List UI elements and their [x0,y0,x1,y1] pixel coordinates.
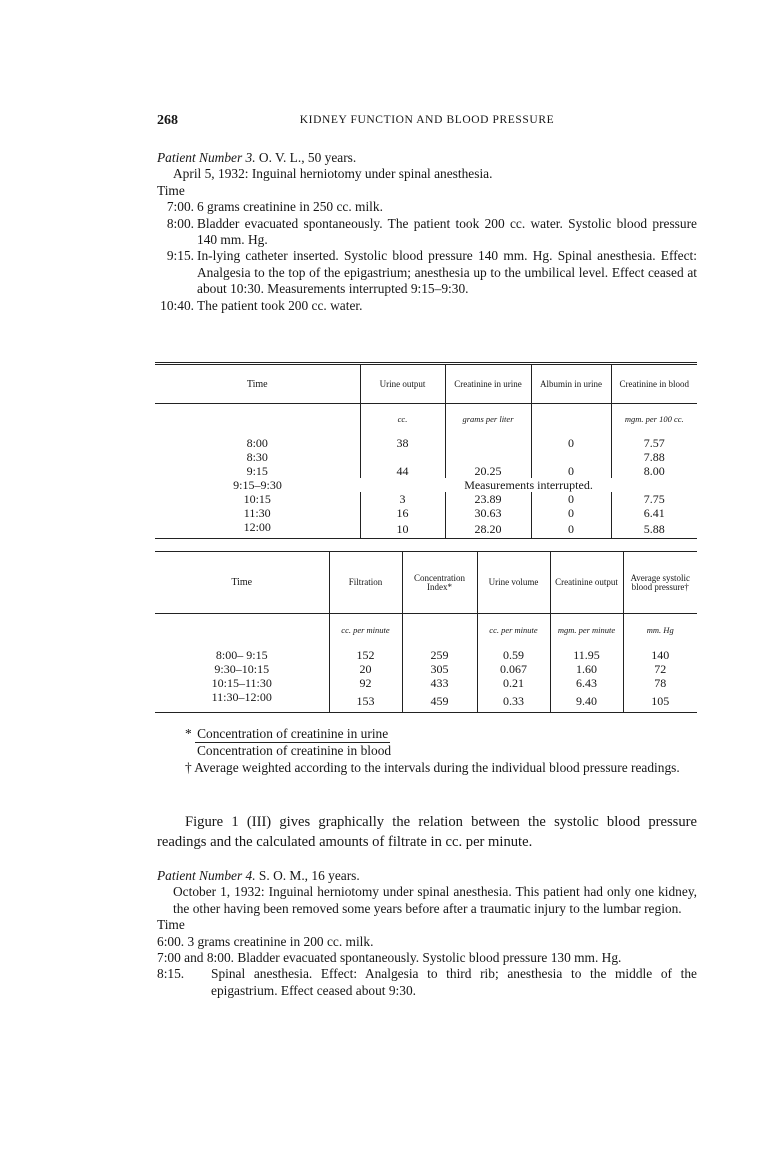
table-row: 8:00– 9:15 152 259 0.59 11.95 140 [155,648,697,662]
table-footnotes [157,726,697,776]
table-header: Creatinine in urine [445,364,531,404]
unit-label: mm. Hg [623,614,697,648]
patient-4-entry: 8:15. Spinal anesthesia. Effect: Analgesia to third rib; anesthesia to the middle of the epigastrium. Effect ceased about 9:30. [157,966,697,998]
table-header: Urine output [360,364,445,404]
table-header: Creatinine output [550,552,623,614]
table-header: Filtration [329,552,402,614]
patient-3-entry: 7:00. 6 grams creatinine in 250 cc. milk. [166,199,383,215]
table-filtration [155,551,697,713]
patient-3-entry: 10:40. The patient took 200 cc. water. [160,297,363,313]
table-row: 9:30–10:15 20 305 0.067 1.60 72 [155,662,697,676]
table-header: Average systolic blood pressure† [623,552,697,614]
table-header: Creatinine in blood [611,364,697,404]
patient-3-section [157,150,697,314]
patient-4-entry: 7:00 and 8:00. Bladder evacuated spontaneously. Systolic blood pressure 130 mm. Hg. [157,950,622,966]
unit-label: cc. [360,404,445,436]
patient-4-section [157,868,697,999]
dagger-footnote: † Average weighted according to the intervals during the individual blood pressure readings. [185,759,680,775]
unit-label: cc. per minute [329,614,402,648]
page-number: 268 [157,113,178,128]
table-row: 8:00 38 0 7.57 [155,436,697,450]
table-row: 10:15 3 23.89 0 7.75 [155,492,697,506]
table-row: 9:15–9:30 Measurements interrupted. [155,478,697,492]
unit-label: mgm. per minute [550,614,623,648]
patient-4-time-label: Time [157,917,185,933]
table-row: 11:30 16 30.63 0 6.41 [155,506,697,520]
patient-3-date: April 5, 1932: Inguinal herniotomy under spinal anesthesia. [173,166,493,182]
running-title: KIDNEY FUNCTION AND BLOOD PRESSURE [299,114,555,126]
patient-3-title: Patient Number 3. [157,150,256,165]
table-header: Time [231,577,253,588]
table-row: 8:30 7.88 [155,450,697,464]
unit-label: mgm. per 100 cc. [611,404,697,436]
patient-3-time-label: Time [157,182,185,198]
table-row: 10:15–11:30 92 433 0.21 6.43 78 [155,676,697,690]
measurements-interrupted: Measurements interrupted. [464,477,593,492]
patient-4-entry: 6:00. 3 grams creatinine in 200 cc. milk. [157,933,374,949]
table-header: Urine volume [477,552,550,614]
body-paragraph: Figure 1 (III) gives graphically the relation between the systolic blood pressure readings and the calculated amounts of filtrate in cc. per minute. [157,814,697,850]
table-header: Albumin in urine [531,364,611,404]
table-row: 12:00 10 28.20 0 5.88 [155,520,697,539]
concentration-index-footnote: * Concentration of creatinine in urine Concentration of creatinine in blood [185,726,392,759]
table-header: Concentration Index* [402,552,477,614]
table-row: 11:30–12:00 153 459 0.33 9.40 105 [155,690,697,713]
unit-label: cc. per minute [477,614,550,648]
table-row: 9:15 44 20.25 0 8.00 [155,464,697,478]
patient-3-info: O. V. L., 50 years. [258,150,357,165]
patient-4-date: October 1, 1932: Inguinal herniotomy under spinal anesthesia. This patient had only one kidney, the other having been removed some years before after a traumatic injury to the lumbar region. [173,884,697,916]
patient-4-title: Patient Number 4. [157,868,256,883]
patient-3-entry: 8:00. Bladder evacuated spontaneously. The patient took 200 cc. water. Systolic blood pressure 140 mm. Hg. [166,215,697,248]
table-creatinine-blood [155,362,697,539]
table-header: Time [246,378,268,390]
unit-label: grams per liter [445,404,531,436]
patient-4-info: S. O. M., 16 years. [258,868,360,883]
patient-3-entry: 9:15. In-lying catheter inserted. Systolic blood pressure 140 mm. Hg. Spinal anesthesia. Effect: Analgesia to the top of the epigastrium; anesthesia up to the umbilical level. Effect ceased at about 10:30. Measurements interrupted 9:15–9:30. [166,248,697,297]
